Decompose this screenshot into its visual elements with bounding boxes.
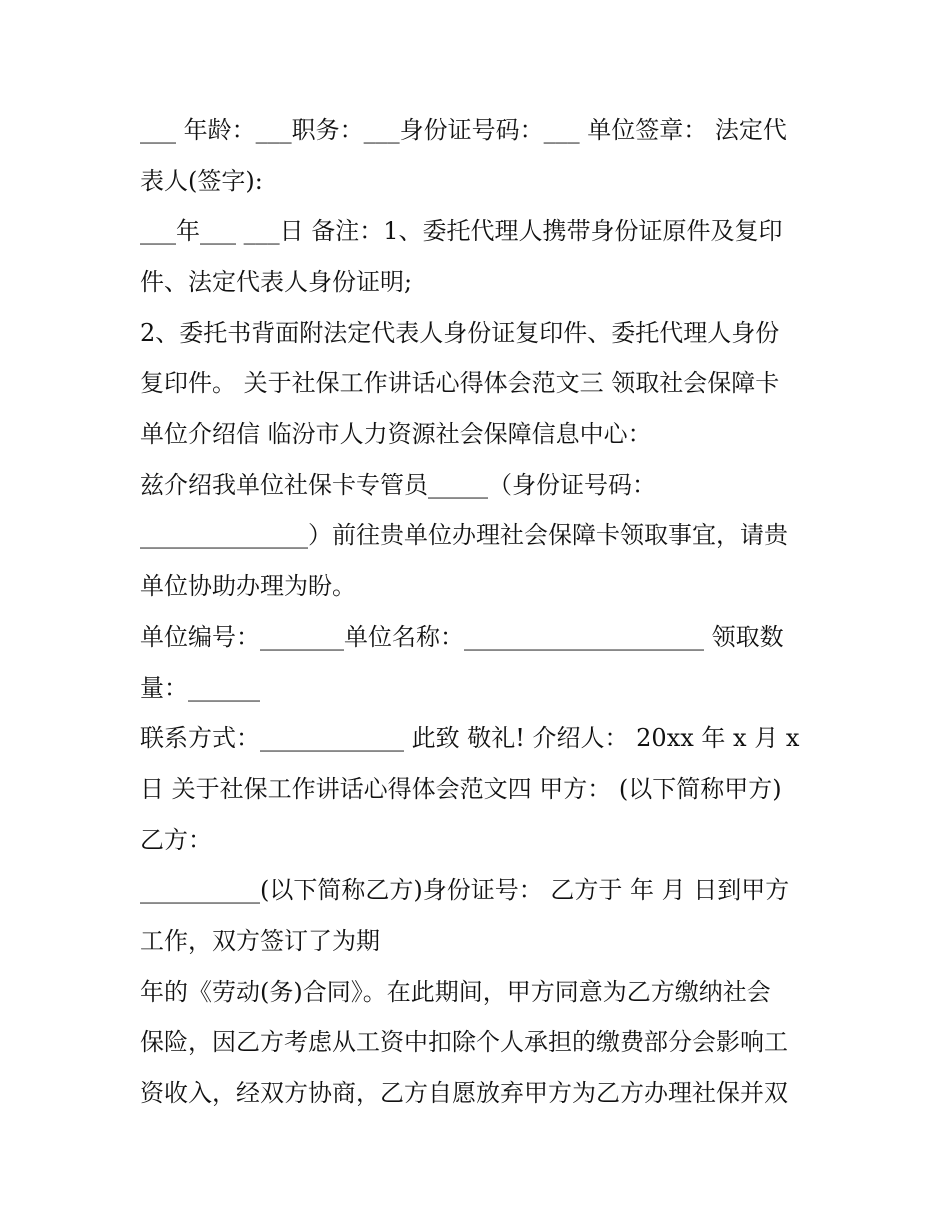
text-line: 资收入，经双方协商，乙方自愿放弃甲方为乙方办理社保并双 [140,1079,788,1107]
text-line: 单位协助办理为盼。 [140,572,356,600]
text-line: 单位介绍信 临汾市人力资源社会保障信息中心： [140,420,652,448]
text-line: __________(以下简称乙方)身份证号： 乙方于 年 月 日到甲方 [140,876,790,904]
text-line: 量：______ [140,674,260,702]
text-line: 日 关于社保工作讲话心得体会范文四 甲方： (以下简称甲方) [140,775,782,803]
text-line: 工作，双方签订了为期 [140,927,380,955]
text-line: 保险，因乙方考虑从工资中扣除个人承担的缴费部分会影响工 [140,1028,788,1056]
text-line: ___ 年龄：___职务：___身份证号码：___ 单位签章： 法定代 [140,116,787,144]
text-line: 2、委托书背面附法定代表人身份证复印件、委托代理人身份 [140,319,780,347]
text-line: 件、法定代表人身份证明; [140,268,413,296]
text-line: 复印件。 关于社保工作讲话心得体会范文三 领取社会保障卡 [140,369,780,397]
text-line: ______________）前往贵单位办理社会保障卡领取事宜，请贵 [140,521,788,549]
text-line: 乙方： [140,826,212,854]
text-line: 联系方式：____________ 此致 敬礼! 介绍人： 20xx 年 x 月 x [140,724,800,752]
text-line: 兹介绍我单位社保卡专管员_____（身份证号码： [140,471,656,499]
text-line: ___年___ ___日 备注：1、委托代理人携带身份证原件及复印 [140,217,783,245]
text-line: 表人(签字): [140,167,263,195]
text-line: 年的《劳动(务)合同》。在此期间，甲方同意为乙方缴纳社会 [140,978,771,1006]
text-line: 单位编号：_______单位名称：____________________ 领取数 [140,623,784,651]
